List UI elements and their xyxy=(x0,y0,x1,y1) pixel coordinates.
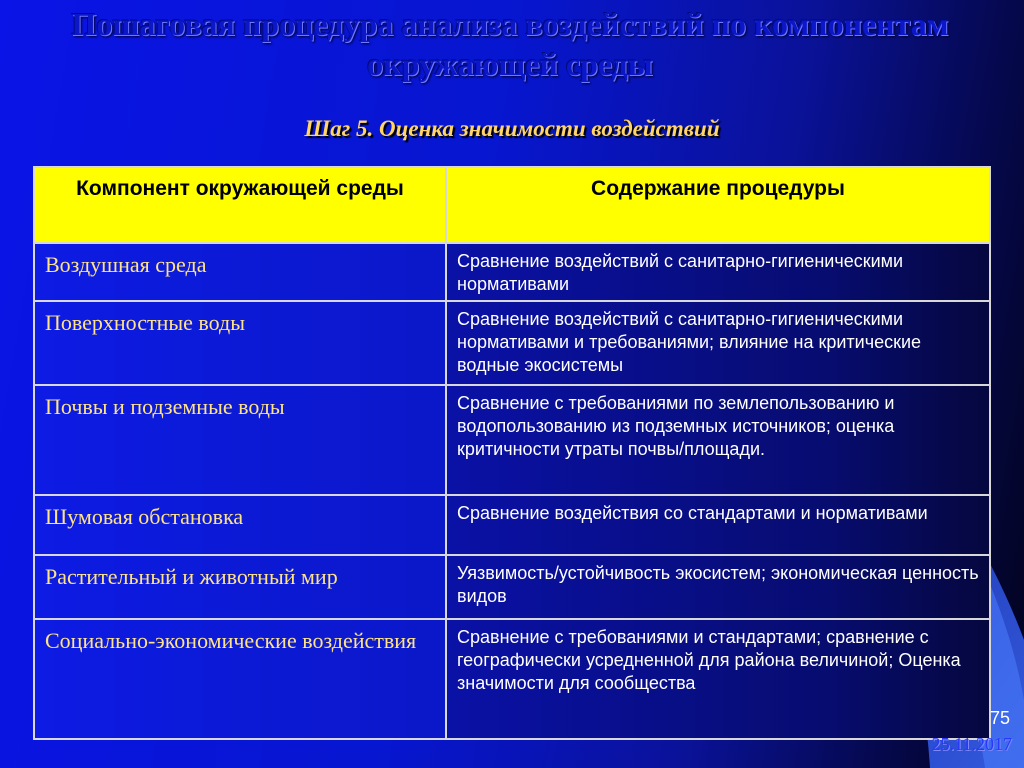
page-number: 75 xyxy=(989,708,1010,728)
content-cell: Уязвимость/устойчивость экосистем; экономическая ценность видов xyxy=(446,555,990,619)
table-row xyxy=(34,555,990,619)
content-cell: Сравнение воздействия со стандартами и нормативами xyxy=(446,495,990,555)
component-cell: Шумовая обстановка xyxy=(34,495,446,555)
table-row xyxy=(34,385,990,495)
content-cell: Сравнение с требованиями по землепользованию и водопользованию из подземных источников; оценка критичности утраты почвы/площади. xyxy=(446,385,990,495)
slide-subtitle: Шаг 5. Оценка значимости воздействий xyxy=(304,116,720,141)
slide-title: Пошаговая процедура анализа воздействий по компонентам окружающей среды xyxy=(71,6,949,82)
header-component: Компонент окружающей среды xyxy=(34,167,446,243)
component-cell: Растительный и животный мир xyxy=(34,555,446,619)
content-cell: Сравнение с требованиями и стандартами; сравнение с географически усредненной для района величиной; Оценка значимости для сообщества xyxy=(446,619,990,739)
component-cell: Воздушная среда xyxy=(34,243,446,301)
table-row xyxy=(34,495,990,555)
content-cell: Сравнение воздействий с санитарно-гигиеническими нормативами и требованиями; влияние на критические водные экосистемы xyxy=(446,301,990,385)
table-header-row xyxy=(34,167,990,243)
component-cell: Почвы и подземные воды xyxy=(34,385,446,495)
content-cell: Сравнение воздействий с санитарно-гигиеническими нормативами xyxy=(446,243,990,301)
component-cell: Социально-экономические воздействия xyxy=(34,619,446,739)
header-content: Содержание процедуры xyxy=(446,167,990,243)
component-cell: Поверхностные воды xyxy=(34,301,446,385)
procedure-table xyxy=(33,166,991,740)
table-row xyxy=(34,301,990,385)
table-row xyxy=(34,619,990,739)
table-row xyxy=(34,243,990,301)
slide-date: 25.11.2017 xyxy=(931,734,1012,754)
